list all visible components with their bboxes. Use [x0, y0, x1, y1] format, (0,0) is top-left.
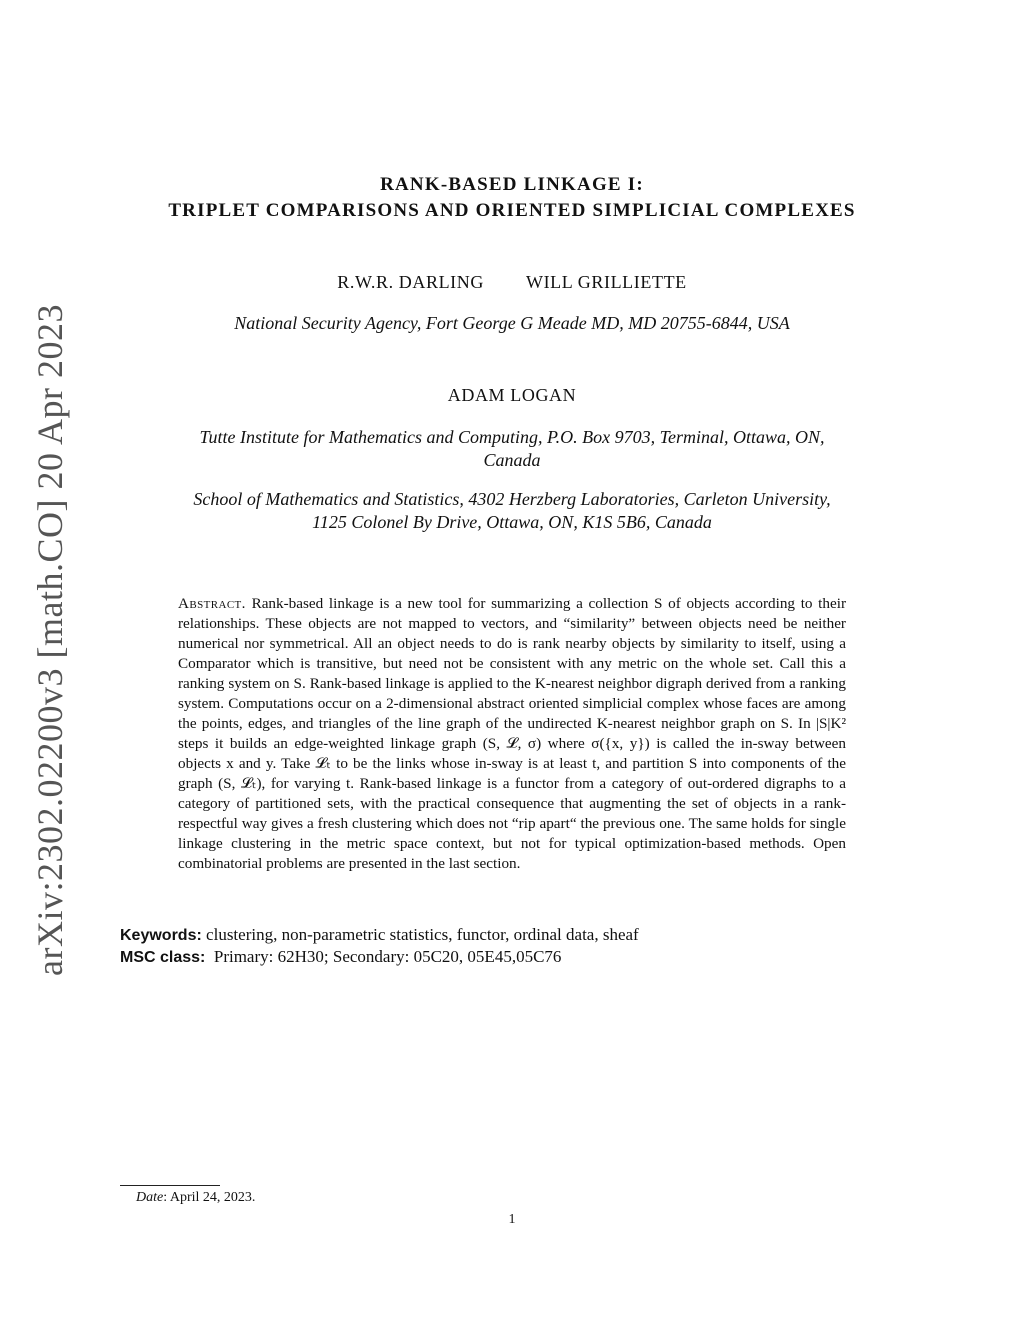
affiliation-tutte-line-2: Canada: [483, 450, 541, 470]
affiliation-carleton-line-1: School of Mathematics and Statistics, 4302 Herzberg Laboratories, Carleton University,: [193, 489, 831, 509]
page-number: 1: [508, 1212, 516, 1227]
title-line-2: TRIPLET COMPARISONS AND ORIENTED SIMPLICIAL COMPLEXES: [168, 200, 856, 221]
author-darling: R.W.R. DARLING: [337, 272, 484, 292]
keywords-text: clustering, non-parametric statistics, functor, ordinal data, sheaf: [206, 925, 639, 944]
abstract-text: Rank-based linkage is a new tool for summarizing a collection S of objects according to their relationships. These objects are not mapped to vectors, and “similarity” between objects need be neither numerical nor symmetrical. All an object needs to do is rank nearby objects by similarity to itself, using a Comparator which is transitive, but need not be consistent with any metric on the whole set. Call this a ranking system on S. Rank-based linkage is applied to the K-nearest neighbor digraph derived from a ranking system. Computations occur on a 2-dimensional abstract oriented simplicial complex whose faces are among the points, edges, and triangles of the line graph of the undirected K-nearest neighbor graph on S. In |S|K² steps it builds an edge-weighted linkage graph (S, 𝓛, σ) where σ({x, y}) is called the in-sway between objects x and y. Take 𝓛ₜ to be the links whose in-sway is at least t, and partition S into components of the graph (S, 𝓛ₜ), for varying t. Rank-based linkage is a functor from a category of out-ordered digraphs to a category of partitioned sets, with the practical consequence that augmenting the set of objects in a rank-respectful way gives a fresh clustering which does not “rip apart“ the previous one. The same holds for single linkage clustering in the metric space context, but not for typical optimization-based methods. Open combinatorial problems are presented in the last section.: [178, 595, 847, 872]
msc-label: MSC class:: [120, 949, 206, 966]
keywords-label: Keywords:: [120, 927, 202, 944]
affiliation-carleton-line-2: 1125 Colonel By Drive, Ottawa, ON, K1S 5B6, Canada: [312, 512, 712, 532]
footnote-rule: [120, 1185, 220, 1186]
affiliation-carleton: [110, 488, 914, 534]
footnote-label: Date: [136, 1190, 164, 1205]
keywords: [120, 924, 920, 947]
affiliation-tutte: [110, 426, 914, 472]
msc-class: [120, 946, 920, 969]
author-logan: ADAM LOGAN: [447, 385, 577, 405]
title-line-1: RANK-BASED LINKAGE I:: [380, 174, 644, 195]
abstract: [178, 594, 846, 874]
date-footnote: [136, 1190, 255, 1206]
affiliation-tutte-line-1: Tutte Institute for Mathematics and Computing, P.O. Box 9703, Terminal, Ottawa, ON,: [199, 427, 825, 447]
author-grilliette: WILL GRILLIETTE: [525, 272, 687, 292]
footnote-text: : April 24, 2023.: [163, 1190, 256, 1205]
msc-text: Primary: 62H30; Secondary: 05C20, 05E45,05C76: [213, 947, 562, 966]
paper-title: [0, 172, 1024, 224]
abstract-label: Abstract.: [178, 595, 246, 612]
affiliation-nsa: National Security Agency, Fort George G Meade MD, MD 20755-6844, USA: [234, 313, 790, 333]
author-line: [0, 272, 1024, 293]
arxiv-side-stamp: arXiv:2302.02200v3 [math.CO] 20 Apr 2023: [30, 304, 70, 976]
